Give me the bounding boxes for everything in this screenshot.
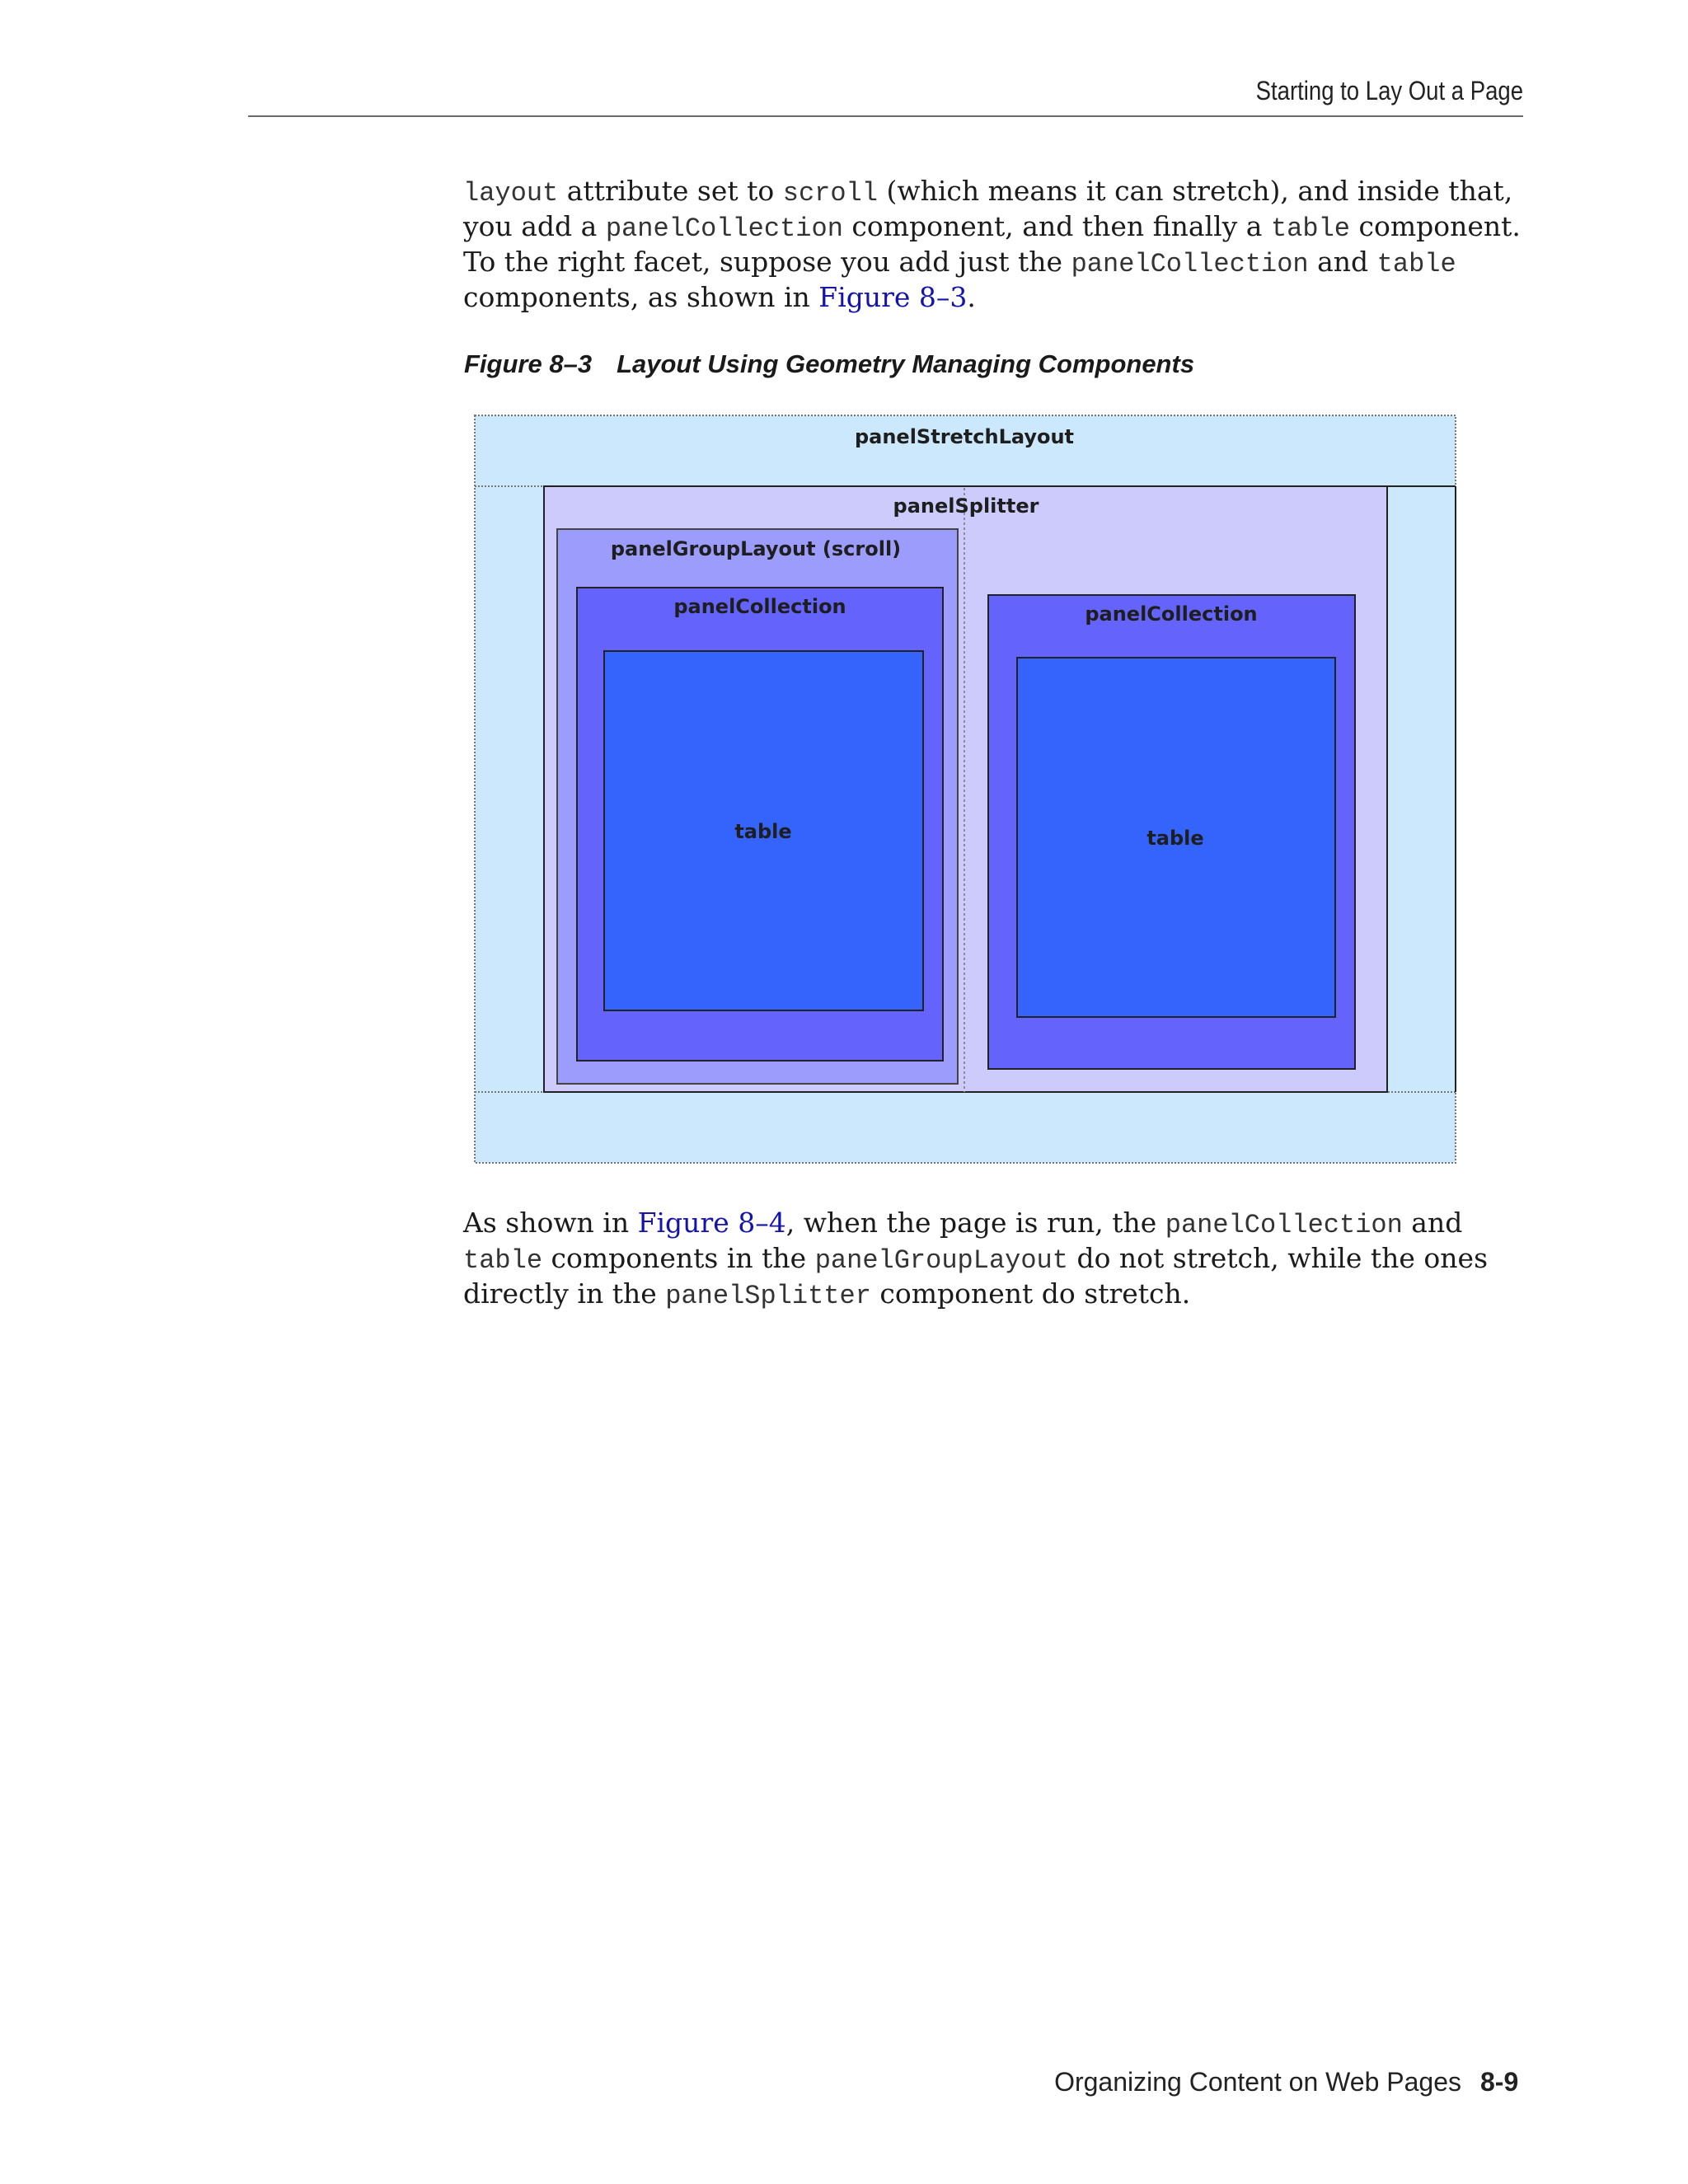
text-run: and: [1402, 1207, 1463, 1239]
text-run: components, as shown in: [463, 281, 819, 313]
panel-splitter-label: panelSplitter: [893, 494, 1039, 518]
text-run: (which means it can stretch), and inside that, you add a: [463, 175, 1513, 242]
panel-stretch-layout-label: panelStretchLayout: [854, 425, 1075, 448]
code-term: layout: [463, 178, 559, 209]
text-run: As shown in: [463, 1207, 638, 1239]
text-run: components in the: [542, 1242, 815, 1274]
code-term: panelCollection: [1165, 1210, 1403, 1240]
text-run: component, and then finally a: [842, 210, 1271, 242]
text-run: component do stretch.: [870, 1277, 1191, 1310]
text-run: attribute set to: [558, 175, 783, 207]
panel-group-layout-label: panelGroupLayout (scroll): [610, 537, 902, 560]
code-term: panelCollection: [1071, 249, 1309, 279]
figure-caption: [464, 349, 1371, 379]
figure-8-4-link[interactable]: Figure 8–4: [637, 1207, 786, 1239]
left-panel-collection-label: panelCollection: [673, 595, 846, 618]
running-header: Starting to Lay Out a Page: [1255, 76, 1523, 105]
code-term: table: [463, 1245, 543, 1276]
text-run: .: [967, 281, 976, 313]
header-rule: [248, 115, 1523, 117]
code-term: table: [1270, 213, 1350, 244]
figure-8-3-link[interactable]: Figure 8–3: [818, 281, 968, 313]
right-table-label: table: [1146, 827, 1204, 850]
intro-paragraph: [463, 175, 1535, 314]
right-panel-collection-label: panelCollection: [1085, 602, 1258, 626]
layout-diagram: [473, 414, 1459, 1167]
code-term: panelSplitter: [665, 1281, 871, 1311]
footer-chapter-title: Organizing Content on Web Pages: [1054, 2067, 1461, 2097]
text-run: component. To the right facet, suppose you add just the: [463, 210, 1521, 278]
result-paragraph: [463, 1207, 1535, 1313]
code-term: panelGroupLayout: [814, 1245, 1068, 1276]
code-term: scroll: [782, 178, 878, 209]
figure-title: Layout Using Geometry Managing Components: [617, 349, 1195, 378]
text-run: do not stretch, while the ones directly in the: [463, 1242, 1489, 1310]
text-run: and: [1308, 246, 1377, 278]
code-term: table: [1376, 249, 1456, 279]
footer-page-number: 8-9: [1480, 2067, 1519, 2097]
code-term: panelCollection: [605, 213, 843, 244]
left-table-label: table: [734, 820, 792, 843]
text-run: , when the page is run, the: [785, 1207, 1165, 1239]
figure-number: Figure 8–3: [464, 349, 593, 378]
